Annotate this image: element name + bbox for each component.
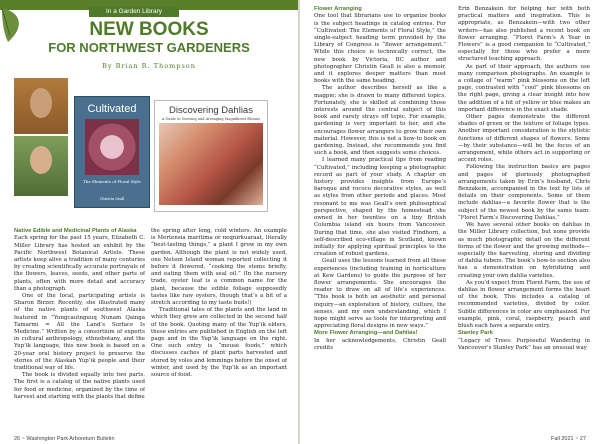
left-column-2	[151, 228, 287, 428]
left-page-footer: 26 ~ Washington Park Arboretum Bulletin	[14, 436, 115, 442]
right-page-footer: Fall 2021 ~ 27	[550, 436, 586, 442]
book-cover-title: Cultivated	[87, 103, 137, 115]
subheading: More Flower Arranging—and Dahlias!	[314, 330, 418, 337]
book-cover-subtitle: The Elements of Floral Style	[83, 179, 141, 184]
headline-line-2: FOR NORTHWEST GARDENERS	[48, 40, 250, 55]
book-cover-title: Discovering Dahlias	[169, 105, 253, 116]
paragraph: Erin Benzakein for helping her with both practical matters and inspiration. This is appropriate, as Benzakein—with two other writers—has also published a recent book on flower arranging. “Floret Farm’s A Year in Flowers” is a good companion to “Cultivated,” especially for those who prefer a more structured teaching approach.	[458, 6, 590, 63]
paragraph: The book is divided equally into two parts. The first is a catalog of the native plants used for food or medicine, organized by the time of harvest and starting with the plants that define	[14, 372, 145, 400]
paragraph: I learned many practical tips from reading “Cultivated,” including keeping a photographic record as part of your study. A chapter on history provides insights from Europe’s baroque and rococo decorative styles, as well as styles from other periods and places. Most resonant to me was Geall’s own philosophical perspective, shaped by the homestead she owned in her twenties on a tiny British Columbia island six hours from Vancouver. During that time, she also visited Findhorn, a self-described eco-village in Scotland, known initially for applying spiritual principles to the creation of robust gardens.	[314, 157, 446, 258]
flower-image	[85, 119, 139, 175]
paragraph: “Legacy of Trees: Purposeful Wandering in Vancouver’s Stanley Park” has an unusual way	[458, 337, 590, 351]
subheading: Native Edible and Medicinal Plants of Alaska	[14, 228, 137, 234]
section-tag: In a Garden Library	[89, 7, 179, 17]
right-page	[300, 0, 600, 444]
paragraph: We have several other books on dahlias in the Miller Library collection, but none provide as much photographic detail on the different forms of the flower and the growing methods—especially the harvesting, storing and dividing of dahlia tubers. The book’s how-to section also has a demonstration on hybridizing and creating your own dahlia varieties.	[458, 222, 590, 279]
book-cover-discovering-dahlias	[154, 100, 268, 212]
paragraph: In her acknowledgements, Christin Geall credits	[314, 337, 446, 351]
dahlia-image	[159, 123, 263, 205]
paragraph: Each spring for the past 15 years, Elizabeth C. Miller Library has hosted an exhibit by the Pacific Northwest Botanical Artists. These artists keep alive a tradition of many centuries by creating scientifically accurate portrayals of the flowers, leaves, seeds, and other parts of plants, often with more detail and accuracy than a photograph.	[14, 235, 145, 292]
right-column-2	[458, 6, 590, 430]
subheading: Flower Arranging	[314, 6, 362, 12]
paragraph: the spring after long, cold winters. An example is Mertensia maritima or neqnirkuaraat, literally “best-tasting things,” a plant I grow in my own garden. Although the plant is not widely used, one Nelson Island woman reported collecting it before it flowered, “cooking the stems briefly, and eating them with seal oil.” (In the nursery trade, oyster leaf is a common name for the plant, because the edible foliage supposedly tastes like raw oysters, though that’s a bit of a stretch according to my taste buds!)	[151, 228, 287, 307]
book-cover-cultivated	[74, 96, 150, 208]
subheading: Stanley Park	[458, 330, 493, 337]
article-headline	[0, 20, 298, 55]
paragraph: As you’d expect from Floret Farm, the use of dahlias in flower arrangement forms the heart of the book. This includes a catalog of recommended varieties, divided by color. Subtle differences in color are emphasized. For example, pink, coral, raspberry, peach and blush each have a separate entry.	[458, 279, 590, 329]
paragraph: As part of their approach, the authors use many comparison photographs. An example is a collage of “warm” pink blossoms on the left page, contrasted with “cool” pink blossoms on the right page, giving a clear insight into how the addition of a hit of yellow or blue makes an important difference in the exact shade.	[458, 63, 590, 113]
paragraph: The author describes herself as like a magpie; she is drawn to many different topics. Fortunately, she is skilled at combining those interests around the central subject of this book and rarely strays off topic. For example, gardening is very important to her, and she encourages flower arrangers to grow their own material. However, this is not a how-to book on gardening. Instead, she recommends you find such a book, and then suggests some choices.	[314, 85, 446, 157]
paragraph: One tool that librarians use to organize books is the subject headings in catalog entries. For “Cultivated: The Elements of Floral Style,” the single-subject heading term provided by the Library of Congress is “flower arrangement.” While this choice is technically correct, the new book by Victoria, BC author and photographer Christin Geall is also a memoir, and it explores deeper matters than most books with the same heading.	[314, 13, 446, 85]
left-page	[0, 0, 298, 444]
byline: By Brian R. Thompson	[102, 62, 196, 70]
paragraph: Following the instruction basics are pages and pages of gloriously photographed arrangements taken by Erin’s husband, Chris Benzakein, accompanied in the text by lots of details on their components. Some of them include dahlias—a favorite flower that is the subject of the newest book by the same team: “Floret Farm’s Discovering Dahlias.”	[458, 164, 590, 221]
left-column-1	[14, 228, 145, 428]
paragraph: Geall uses the lessons learned from all these experiences (including training in horticulture at Kew Gardens) to guide the purpose of her flower arrangements. She encourages the reader to draw on all of life’s experiences. “This book is both an aesthetic and personal inquiry—an exploration of history, culture, the senses, and my own understanding, which I hope might serve as tools for interpreting and appreciating floral designs in new ways.”	[314, 258, 446, 330]
paragraph: Other pages demonstrate the different shades of green or the texture of foliage types. Another important consideration is the stylistic functions of different shapes of flowers. Some—by their substance—will be the focus of an arrangement, while others act in supporting or accent roles.	[458, 114, 590, 164]
photo-row	[14, 78, 288, 228]
headline-line-1: NEW BOOKS	[89, 19, 209, 40]
author-photo-2	[14, 136, 68, 196]
author-photo-1	[14, 78, 68, 134]
paragraph: One of the local, participating artists is Sharon Birzer. Recently, she illustrated many of the native plants of southwest Alaska featured in “Yungcautnguuq Nunam Qainga Tamarmi = All the Land’s Surface Is Medicine.” Written by a consortium of experts in cultural anthropology, ethnobotany, and the Yup’ik language, this new book is based on a 20-year oral history project to preserve the stories of the Alaskan Yup’ik people and their traditional way of life.	[14, 293, 145, 372]
book-cover-author: Christin Geall	[99, 197, 125, 201]
book-cover-subtitle: A Guide to Growing and Arranging Magnificent Blooms	[161, 117, 261, 121]
paragraph: Traditional tales of the plants and the land in which they grew are collected in the second half of the book. Quoting many of the Yup’ik elders, these entries are published in English on the left page and in the Yup’ik language on the right. One such entry is “mouse foods,” which discusses caches of plant parts harvested and stored by voles and lemmings before the onset of winter, and used by the Yup’ik as an important source of food.	[151, 307, 287, 379]
right-column-1	[314, 6, 446, 430]
